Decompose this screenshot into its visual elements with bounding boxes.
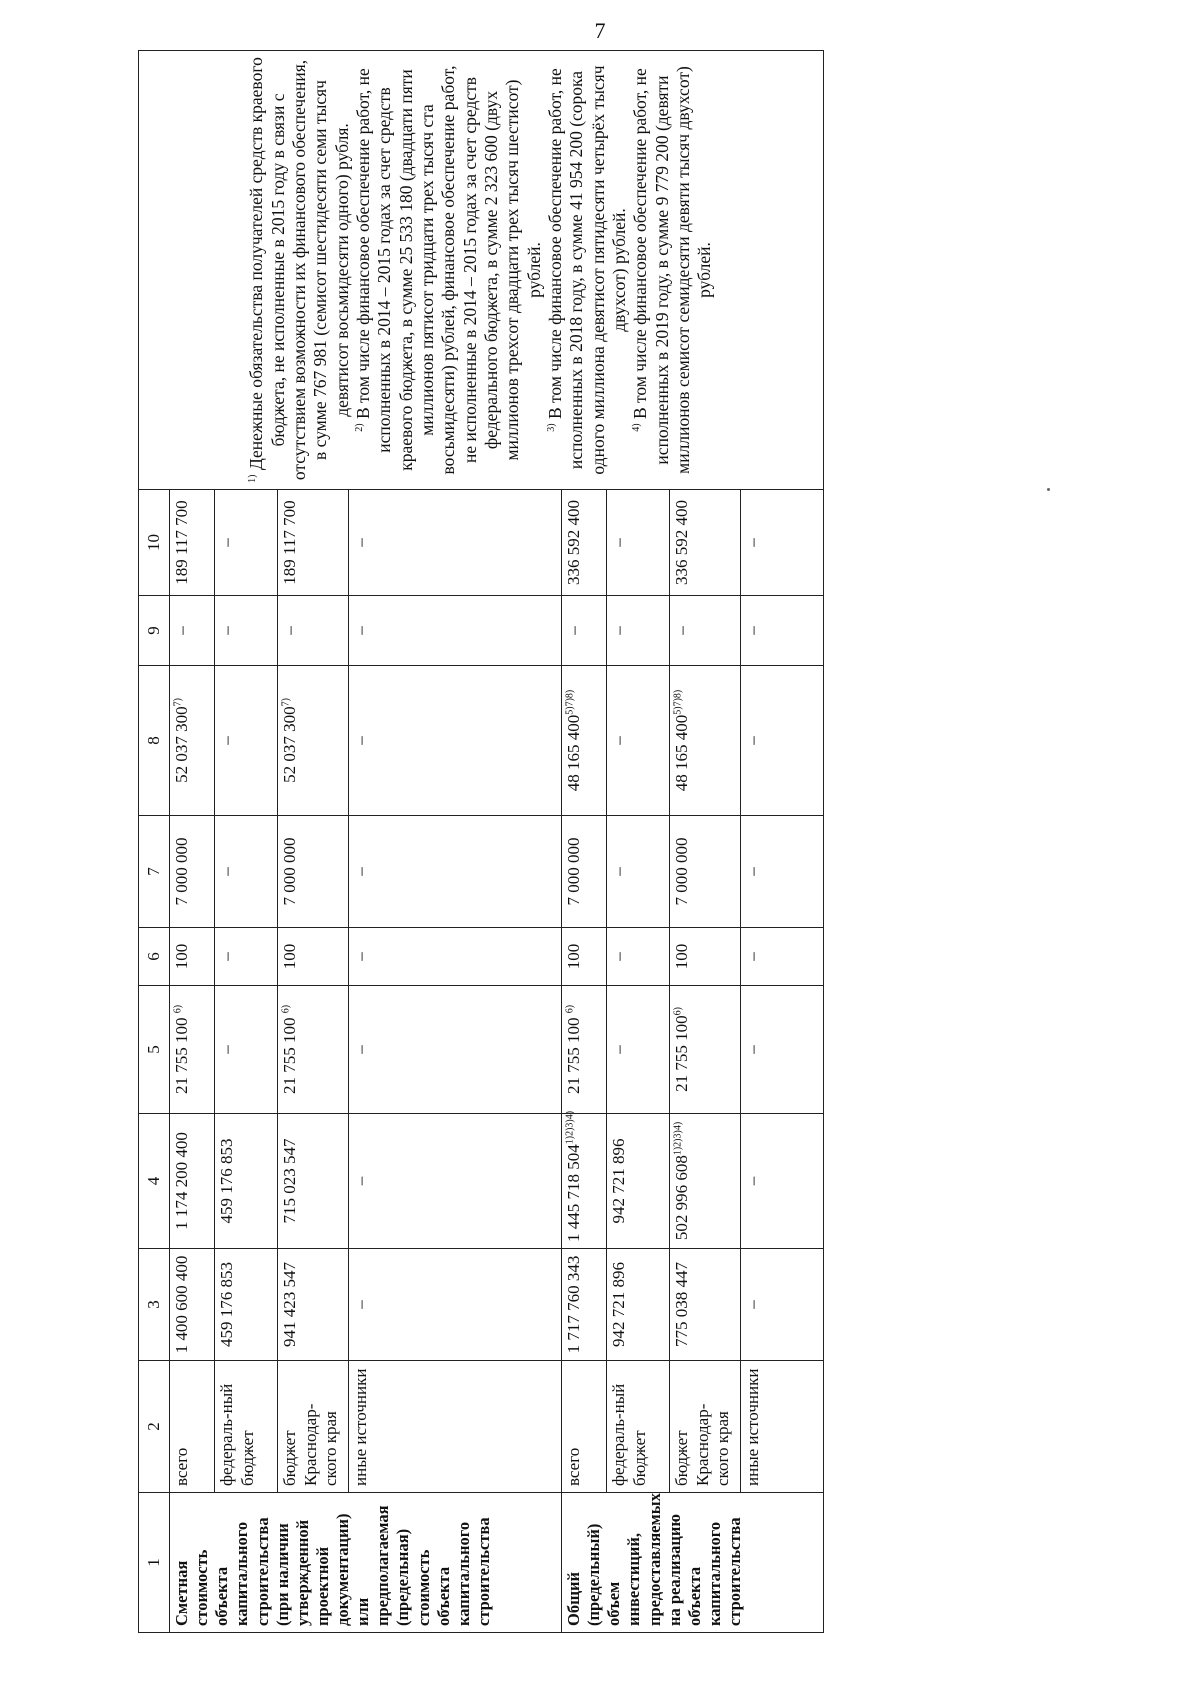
- value-cell: –: [215, 666, 278, 816]
- source-cell: федераль-ный бюджет: [215, 1361, 278, 1493]
- value-cell: 100: [562, 928, 607, 986]
- value-cell: 21 755 100 $^{6)}$: [562, 986, 607, 1114]
- value-cell: –: [607, 596, 670, 666]
- value-cell: 189 117 700: [278, 490, 349, 596]
- value-cell: 336 592 400: [562, 490, 607, 596]
- value-cell: –: [349, 928, 562, 986]
- value-cell: –: [349, 666, 562, 816]
- value-cell: –: [741, 816, 824, 928]
- value-cell: –: [170, 596, 215, 666]
- page-number: 7: [594, 18, 606, 43]
- block1-label: Сметная стоимость объекта капитального строительства (при наличии утвержденной проектной документации) или предполагаемая (предельная) стоимость объекта капитального строительства: [170, 1493, 562, 1633]
- footnote-1: $^{1)}$ Денежные обязательства получателей средств краевого бюджета, не исполненные в 2015 году в связи с отсутствием возможности их финансового обеспечения, в сумме 767 981 (семисот шестидесяти семи тысяч девятисот восьмидесяти одного) рубля.: [246, 57, 352, 483]
- value-cell: 21 755 100 $^{6)}$: [278, 986, 349, 1114]
- value-cell: 189 117 700: [170, 490, 215, 596]
- value-cell: 7 000 000: [278, 816, 349, 928]
- value-cell: 7 000 000: [670, 816, 741, 928]
- source-cell: всего: [170, 1361, 215, 1493]
- value-cell: –: [349, 986, 562, 1114]
- value-cell: –: [349, 1249, 562, 1361]
- source-cell: федераль-ный бюджет: [607, 1361, 670, 1493]
- source-cell: бюджет Краснодар-ского края: [278, 1361, 349, 1493]
- value-cell: –: [607, 986, 670, 1114]
- value-cell: 1 400 600 400: [170, 1249, 215, 1361]
- col-num-6: 6: [139, 928, 170, 986]
- value-cell: –: [215, 490, 278, 596]
- footnote-4: $^{4)}$ В том числе финансовое обеспечение работ, не исполненных в 2019 году, в сумме 9 779 200 (девяти миллионов семисот семидесяти девяти тысяч двухсот) рублей.: [630, 66, 715, 474]
- value-cell: –: [741, 596, 824, 666]
- value-cell: 48 165 $400^{5)7)8)}$: [670, 666, 741, 816]
- value-cell: –: [741, 986, 824, 1114]
- value-cell: –: [562, 596, 607, 666]
- value-cell: 336 592 400: [670, 490, 741, 596]
- col-num-9: 9: [139, 596, 170, 666]
- value-cell: 941 423 547: [278, 1249, 349, 1361]
- value-cell: –: [607, 928, 670, 986]
- value-cell: –: [607, 490, 670, 596]
- value-cell: 21 755 100$^{6)}$: [670, 986, 741, 1114]
- scan-speck: [1047, 488, 1050, 491]
- source-cell: всего: [562, 1361, 607, 1493]
- value-cell: –: [349, 490, 562, 596]
- source-cell: иные источники: [349, 1361, 562, 1493]
- value-cell: 7 000 000: [170, 816, 215, 928]
- value-cell: 459 176 853: [215, 1249, 278, 1361]
- value-cell: 459 176 853: [215, 1114, 278, 1249]
- value-cell: –: [215, 816, 278, 928]
- footnote-3: $^{3)}$ В том числе финансовое обеспечение работ, не исполненных в 2018 году, в сумме 41 954 200 (сорока одного миллиона девятисот пятидесяти четырёх тысяч двухсот) рублей.: [545, 65, 630, 475]
- value-cell: 502 996 $608^{1)2)3)4)}$: [670, 1114, 741, 1249]
- value-cell: –: [741, 666, 824, 816]
- value-cell: 52 037 300$^{7)}$: [170, 666, 215, 816]
- rotated-landscape-page: [138, 51, 1053, 1633]
- value-cell: –: [215, 928, 278, 986]
- value-cell: 942 721 896: [607, 1114, 670, 1249]
- value-cell: –: [741, 1249, 824, 1361]
- value-cell: 100: [278, 928, 349, 986]
- value-cell: 1 174 200 400: [170, 1114, 215, 1249]
- value-cell: –: [278, 596, 349, 666]
- col-num-2: 2: [139, 1361, 170, 1493]
- col-num-3: 3: [139, 1249, 170, 1361]
- value-cell: –: [741, 490, 824, 596]
- value-cell: –: [607, 816, 670, 928]
- value-cell: 942 721 896: [607, 1249, 670, 1361]
- value-cell: 7 000 000: [562, 816, 607, 928]
- source-cell: иные источники: [741, 1361, 824, 1493]
- col-num-10: 10: [139, 490, 170, 596]
- value-cell: –: [349, 816, 562, 928]
- value-cell: –: [670, 596, 741, 666]
- col-num-4: 4: [139, 1114, 170, 1249]
- col-num-1: 1: [139, 1493, 170, 1633]
- value-cell: –: [349, 596, 562, 666]
- value-cell: –: [741, 928, 824, 986]
- value-cell: 52 037 300$^{7)}$: [278, 666, 349, 816]
- col-num-7: 7: [139, 816, 170, 928]
- footnotes: [139, 51, 824, 490]
- value-cell: 48 165 $400^{5)7)8)}$: [562, 666, 607, 816]
- value-cell: 715 023 547: [278, 1114, 349, 1249]
- value-cell: 775 038 447: [670, 1249, 741, 1361]
- value-cell: –: [349, 1114, 562, 1249]
- value-cell: –: [215, 596, 278, 666]
- footnote-2: $^{2)}$ В том числе финансовое обеспечение работ, не исполненных в 2014 – 2015 годах за счет средств краевого бюджета, в сумме 25 533 180 (двадцати пяти миллионов пятисот тридцати трех тысяч ста восьмидесяти) рублей, финансовое обеспечение работ, не исполненные в 2014 – 2015 годах за счет средств федерального бюджета, в сумме 2 323 600 (двух миллионов трехсот двадцати трех тысяч шестисот) рублей.: [352, 65, 544, 475]
- value-cell: –: [607, 666, 670, 816]
- value-cell: 21 755 100 $^{6)}$: [170, 986, 215, 1114]
- block2-label: Общий (предельный) объем инвестиций, предоставляемых на реализацию объекта капитального строительства: [562, 1493, 824, 1633]
- value-cell: –: [741, 1114, 824, 1249]
- source-cell: бюджет Краснодар-ского края: [670, 1361, 741, 1493]
- column-number-row: [139, 51, 170, 1633]
- value-cell: 1 717 760 343: [562, 1249, 607, 1361]
- investment-table: [138, 50, 824, 1633]
- col-num-5: 5: [139, 986, 170, 1114]
- value-cell: 100: [670, 928, 741, 986]
- value-cell: 1 445 718 $504^{1)2)3)4)}$: [562, 1114, 607, 1249]
- value-cell: 100: [170, 928, 215, 986]
- value-cell: –: [215, 986, 278, 1114]
- col-num-8: 8: [139, 666, 170, 816]
